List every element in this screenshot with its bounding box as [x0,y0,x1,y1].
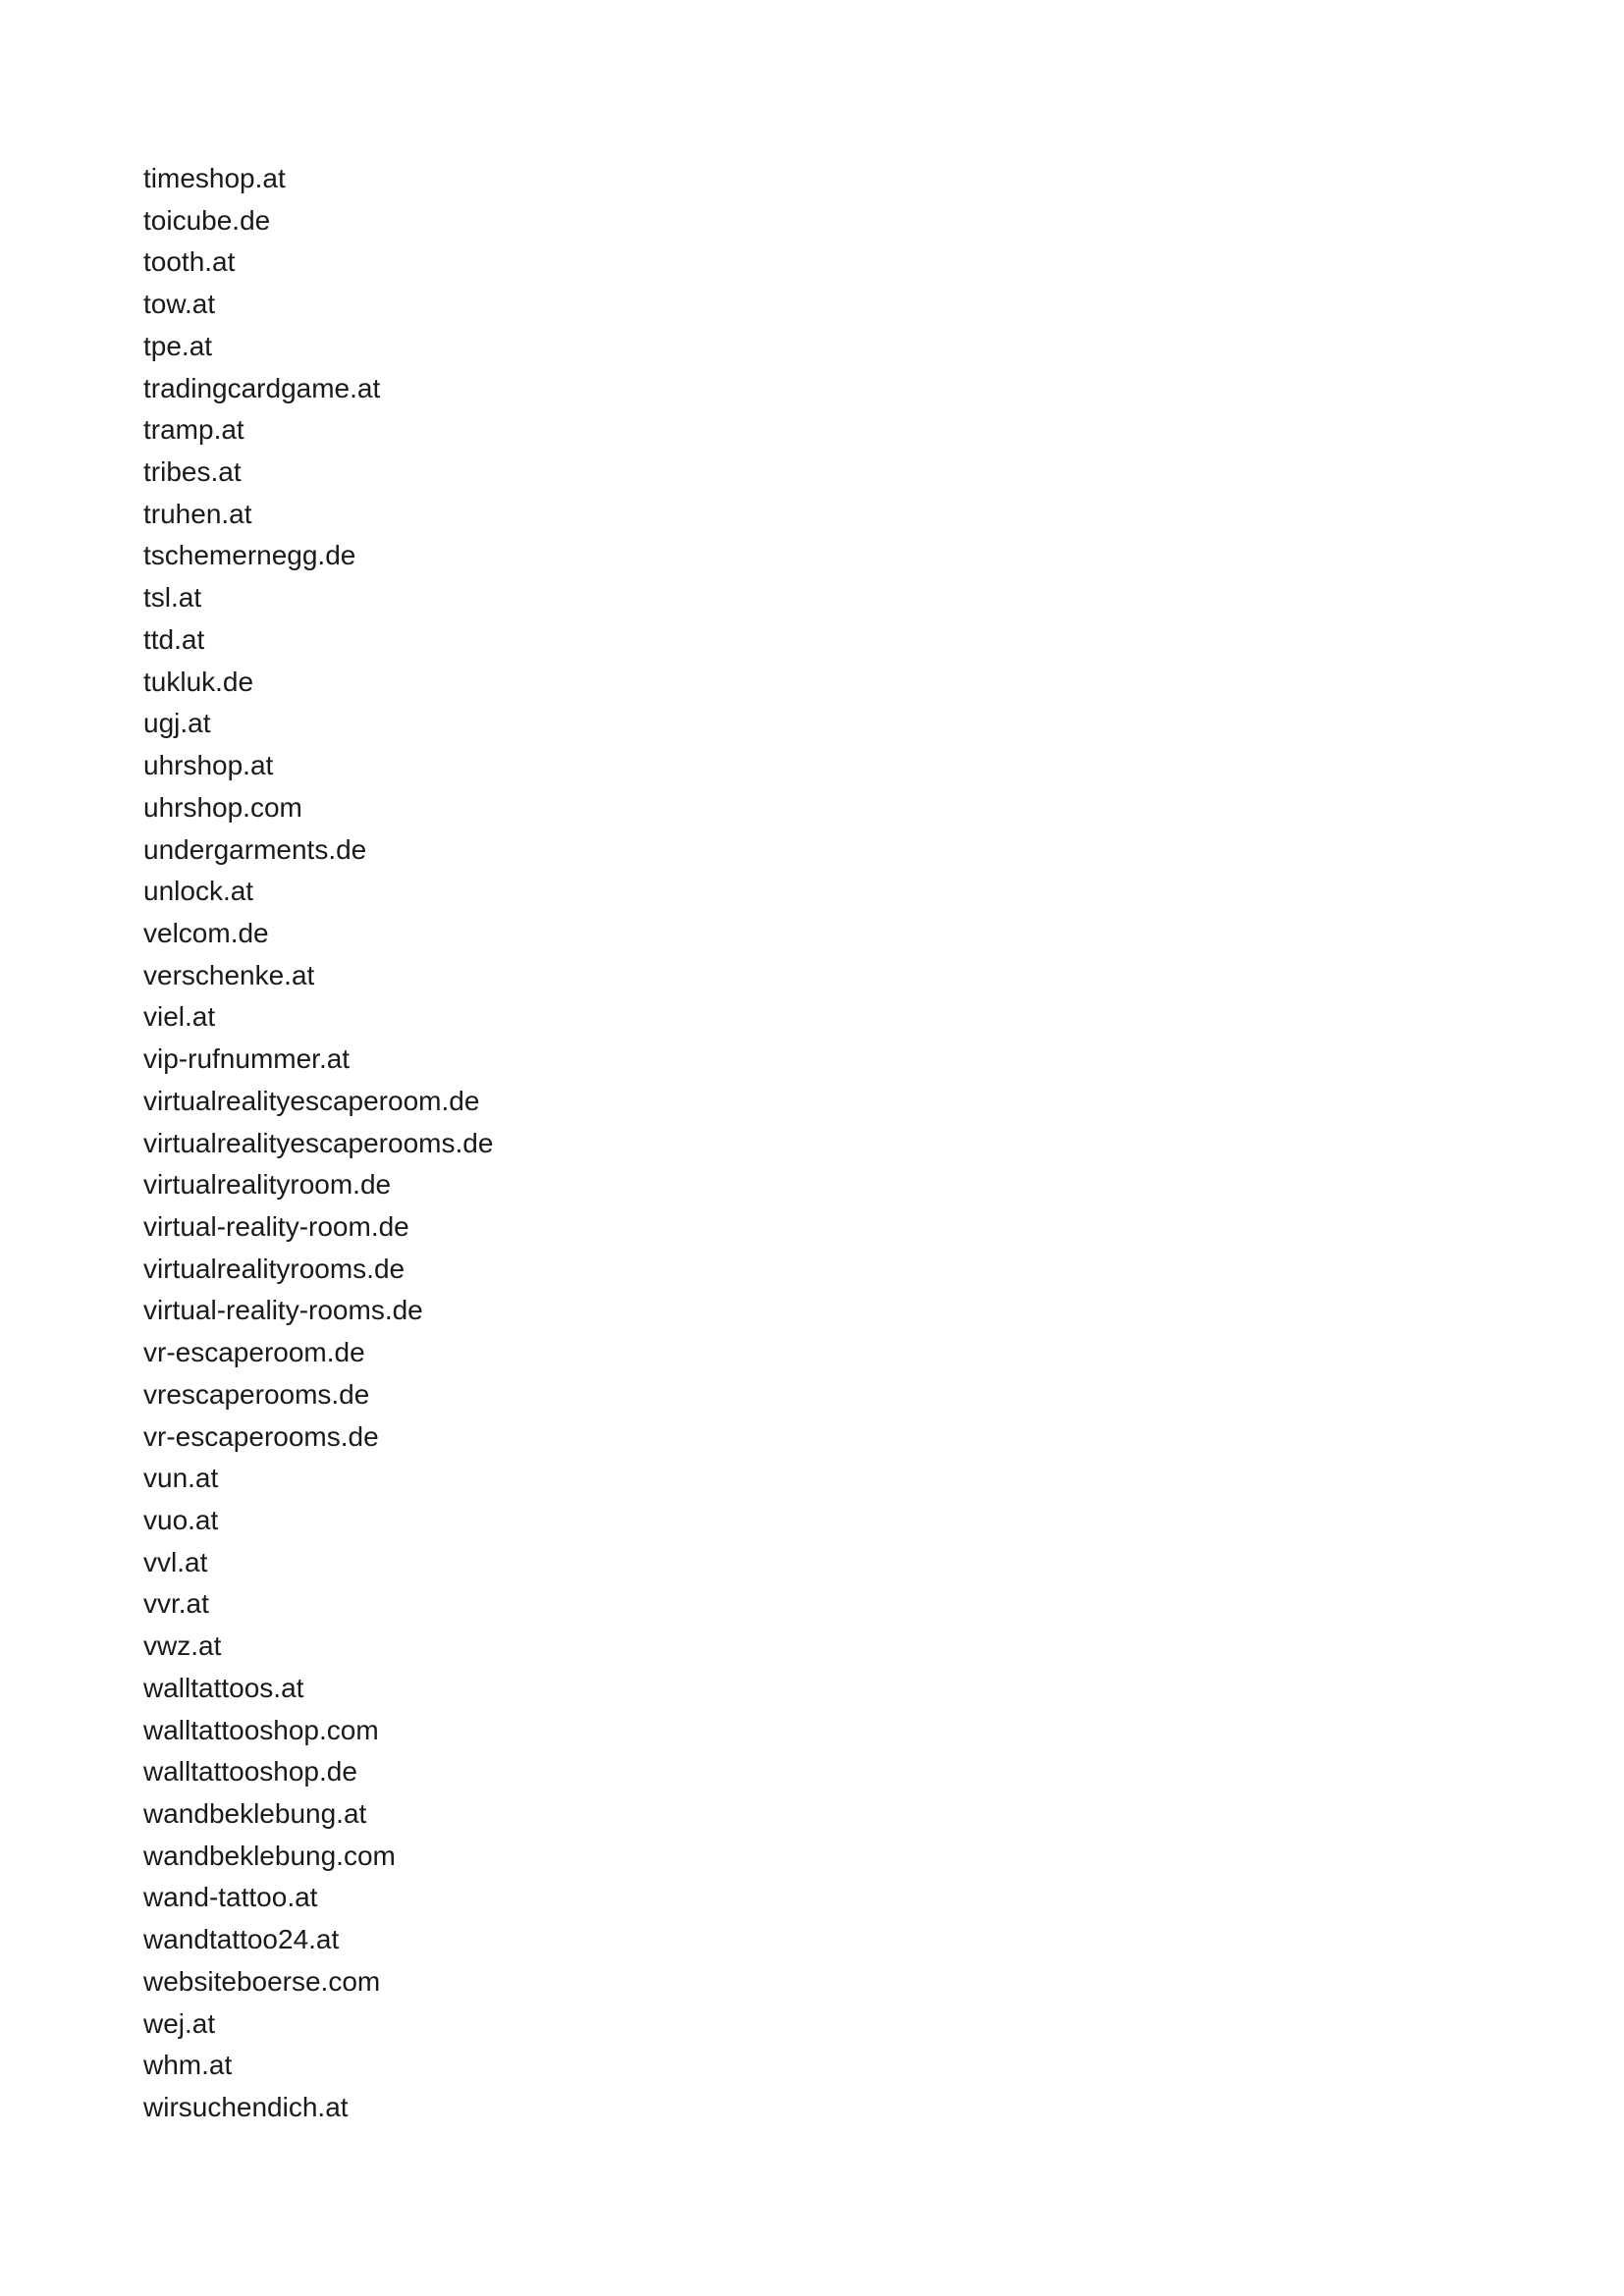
domain-list-item: walltattooshop.de [143,1756,357,1788]
domain-list-item: verschenke.at [143,959,315,990]
domain-list-item: truhen.at [143,498,252,529]
domain-list-item: vun.at [143,1463,219,1494]
domain-list-item: vrescaperooms.de [143,1378,370,1410]
domain-list-item: whm.at [143,2050,233,2081]
domain-list-item: viel.at [143,1001,216,1033]
domain-list-item: virtualrealityescaperooms.de [143,1127,494,1158]
domain-list-item: virtualrealityescaperoom.de [143,1085,480,1116]
domain-list-item: tpe.at [143,330,213,361]
domain-list-item: undergarments.de [143,833,367,865]
domain-list-item: walltattoos.at [143,1672,304,1703]
domain-list-item: wej.at [143,2007,216,2039]
domain-list-item: ttd.at [143,623,205,655]
domain-list-item: vr-escaperoom.de [143,1337,365,1368]
domain-list-item: ugj.at [143,708,211,739]
domain-list-item: websiteboerse.com [143,1965,381,1997]
domain-list-item: uhrshop.at [143,750,274,781]
domain-list-item: wandtattoo24.at [143,1924,340,1955]
domain-list-item: virtual-reality-rooms.de [143,1295,423,1326]
domain-list-item: virtualrealityroom.de [143,1169,392,1201]
domain-list-item: toicube.de [143,204,271,236]
domain-list-item: vvl.at [143,1546,208,1577]
domain-list-item: tow.at [143,289,216,320]
domain-list-item: tukluk.de [143,666,254,697]
domain-list-item: vvr.at [143,1588,209,1620]
domain-list-item: vuo.at [143,1505,219,1535]
domain-list-item: wandbeklebung.at [143,1798,367,1830]
domain-list-item: tschemernegg.de [143,540,356,571]
domain-list-item: vip-rufnummer.at [143,1043,351,1075]
domain-list-item: wirsuchendich.at [143,2092,349,2123]
domain-list-item: walltattooshop.com [143,1714,379,1745]
domain-list-item: unlock.at [143,876,254,907]
domain-list-item: tribes.at [143,456,242,488]
domain-list-item: tramp.at [143,414,244,446]
domain-list-item: vr-escaperooms.de [143,1420,379,1452]
domain-list-item: velcom.de [143,917,269,948]
domain-list-item: tooth.at [143,246,236,278]
domain-list-item: tsl.at [143,582,202,614]
domain-list-item: wand-tattoo.at [143,1882,318,1913]
domain-list-item: wandbeklebung.com [143,1840,396,1871]
domain-list-item: tradingcardgame.at [143,372,381,403]
domain-list-item: virtual-reality-room.de [143,1210,409,1242]
domain-list-item: timeshop.at [143,163,286,193]
domain-list-item: vwz.at [143,1630,222,1662]
domain-list-item: uhrshop.com [143,791,302,823]
domain-list-item: virtualrealityrooms.de [143,1253,406,1284]
domain-list [143,158,493,2129]
